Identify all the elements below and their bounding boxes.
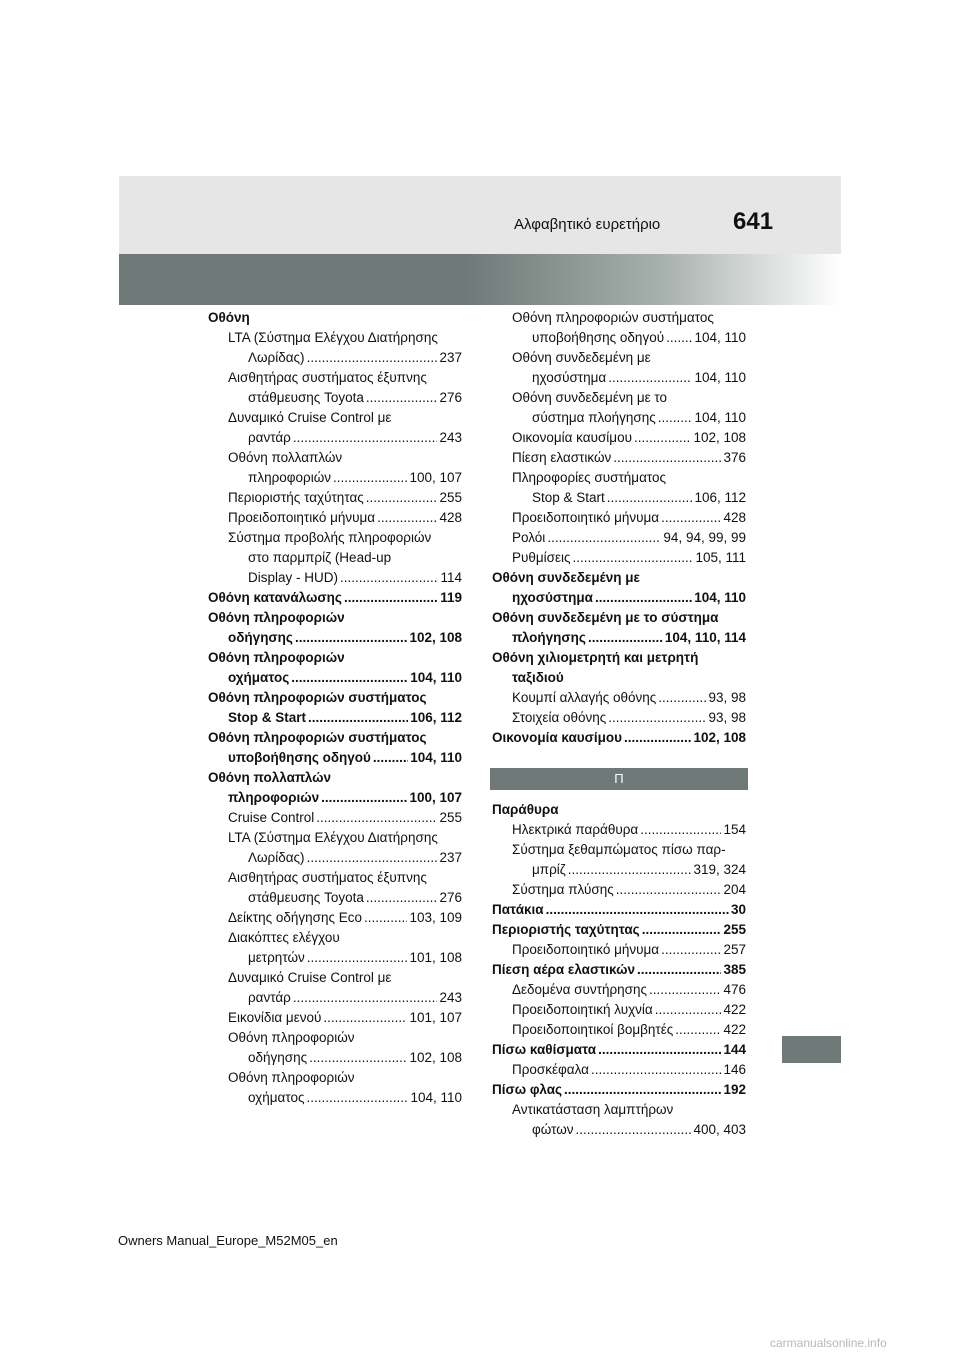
dot-leader xyxy=(564,1080,721,1100)
page-reference: 100, 107 xyxy=(409,790,462,805)
page-reference: 428 xyxy=(723,510,746,525)
dot-leader xyxy=(658,688,706,708)
dot-leader xyxy=(307,848,438,868)
index-term: πληροφοριών xyxy=(248,470,331,485)
dot-leader xyxy=(377,508,437,528)
dot-leader xyxy=(293,988,438,1008)
index-term: Πατάκια xyxy=(492,902,544,917)
index-term: Διακόπτες ελέγχου xyxy=(228,930,340,945)
page-reference: 144 xyxy=(723,1042,746,1057)
chapter-tab xyxy=(782,1036,841,1063)
index-term: οδήγησης xyxy=(248,1050,308,1065)
page-reference: 104, 110 xyxy=(410,670,462,685)
index-term: Πίσω φλας xyxy=(492,1082,563,1097)
index-entry xyxy=(492,428,746,448)
index-list-p xyxy=(492,800,746,1140)
page-reference: 106, 112 xyxy=(694,490,746,505)
page-reference: 104, 110, 114 xyxy=(664,630,746,645)
index-entry xyxy=(492,348,746,388)
page-reference: 94, 94, 99, 99 xyxy=(663,530,746,545)
index-entry xyxy=(208,1028,462,1068)
index-entry xyxy=(492,388,746,428)
index-term: στάθμευσης Toyota xyxy=(248,890,364,905)
index-term: μετρητών xyxy=(248,950,305,965)
page-reference: 105, 111 xyxy=(695,550,746,565)
page-reference: 102, 108 xyxy=(409,630,462,645)
index-entry xyxy=(208,768,462,808)
index-term: Προειδοποιητικό μήνυμα xyxy=(512,510,660,525)
index-entry xyxy=(208,508,462,528)
index-term: Δείκτης οδήγησης Eco xyxy=(228,910,363,925)
index-term: Πληροφορίες συστήματος xyxy=(512,470,667,485)
dot-leader xyxy=(655,1000,722,1020)
index-term: Οθόνη χιλιομετρητή και μετρητή xyxy=(492,650,699,665)
index-term: LTA (Σύστημα Ελέγχου Διατήρησης xyxy=(228,830,438,845)
index-term: Δεδομένα συντήρησης xyxy=(512,982,647,997)
page-reference: 104, 110 xyxy=(410,1090,462,1105)
index-entry xyxy=(492,820,746,840)
dot-leader xyxy=(607,488,693,508)
page-reference: 255 xyxy=(439,490,462,505)
index-entry xyxy=(208,408,462,448)
dot-leader xyxy=(546,900,729,920)
page-reference: 243 xyxy=(439,990,462,1005)
page-reference: 146 xyxy=(723,1062,746,1077)
index-term: Σύστημα ξεθαμπώματος πίσω παρ- xyxy=(512,842,726,857)
index-term: Display - HUD) xyxy=(248,570,339,585)
index-term: Περιοριστής ταχύτητας xyxy=(492,922,640,937)
page-reference: 93, 98 xyxy=(708,690,746,705)
index-term: Οθόνη συνδεδεμένη με το σύστημα xyxy=(492,610,719,625)
page-reference: 255 xyxy=(723,922,746,937)
index-term: στο παρμπρίζ (Head-up xyxy=(248,550,392,565)
dot-leader xyxy=(658,408,693,428)
page-reference: 102, 108 xyxy=(693,430,746,445)
index-entry xyxy=(492,1100,746,1140)
index-entry xyxy=(492,880,746,900)
dot-leader xyxy=(321,788,407,808)
dot-leader xyxy=(608,368,692,388)
index-entry xyxy=(208,448,462,488)
index-term: Πίσω καθίσματα xyxy=(492,1042,597,1057)
index-term: σύστημα πλοήγησης xyxy=(532,410,656,425)
index-term: Προσκέφαλα xyxy=(512,1062,589,1077)
dot-leader xyxy=(624,728,691,748)
index-entry xyxy=(208,928,462,968)
page-reference: 428 xyxy=(439,510,462,525)
index-entry xyxy=(208,1068,462,1108)
index-term: Κουμπί αλλαγής οθόνης xyxy=(512,690,657,705)
index-entry xyxy=(492,1000,746,1020)
page-reference: 276 xyxy=(439,890,462,905)
index-term: Προειδοποιητικοί βομβητές xyxy=(512,1022,674,1037)
index-term: Λωρίδας) xyxy=(248,850,305,865)
page-reference: 154 xyxy=(723,822,746,837)
dot-leader xyxy=(316,808,437,828)
dot-leader xyxy=(307,348,438,368)
page-reference: 204 xyxy=(723,882,746,897)
dot-leader xyxy=(588,628,663,648)
index-list-o xyxy=(492,308,746,748)
page-reference: 319, 324 xyxy=(693,862,746,877)
dot-leader xyxy=(568,860,692,880)
dot-leader xyxy=(295,628,408,648)
section-title: Αλφαβητικό ευρετήριο xyxy=(514,216,661,233)
index-column-right xyxy=(492,308,746,1140)
page-reference: 257 xyxy=(723,942,746,957)
page-reference: 100, 107 xyxy=(409,470,462,485)
page-reference: 102, 108 xyxy=(409,1050,462,1065)
index-term: Εικονίδια μενού xyxy=(228,1010,322,1025)
index-entry xyxy=(492,960,746,980)
dot-leader xyxy=(366,888,438,908)
index-term: οδήγησης xyxy=(228,630,293,645)
watermark: carmanualsonline.info xyxy=(770,1336,887,1350)
dot-leader xyxy=(591,1060,722,1080)
index-entry xyxy=(492,980,746,1000)
index-term: υποβοήθησης οδηγού xyxy=(228,750,371,765)
index-entry xyxy=(208,328,462,368)
index-term: στάθμευσης Toyota xyxy=(248,390,364,405)
index-entry xyxy=(208,808,462,828)
index-entry xyxy=(492,920,746,940)
page-reference: 104, 110 xyxy=(694,330,746,345)
dot-leader xyxy=(595,588,692,608)
index-term: Stop & Start xyxy=(228,710,307,725)
index-entry xyxy=(208,828,462,868)
page-reference: 104, 110 xyxy=(694,590,746,605)
page-reference: 237 xyxy=(439,850,462,865)
index-term: Προειδοποιητική λυχνία xyxy=(512,1002,653,1017)
index-term: Στοιχεία οθόνης xyxy=(512,710,607,725)
dot-leader xyxy=(642,920,722,940)
index-entry xyxy=(492,508,746,528)
index-entry xyxy=(492,708,746,728)
page-reference: 102, 108 xyxy=(693,730,746,745)
page-reference: 476 xyxy=(723,982,746,997)
index-term: Πίεση ελαστικών xyxy=(512,450,612,465)
page-reference: 30 xyxy=(730,902,746,917)
index-entry xyxy=(208,528,462,588)
page-reference: 101, 108 xyxy=(409,950,462,965)
index-column-left xyxy=(208,308,462,1108)
index-term: Οθόνη συνδεδεμένη με το xyxy=(512,390,668,405)
footer-manual-id: Owners Manual_Europe_M52M05_en xyxy=(118,1233,338,1248)
dot-leader xyxy=(306,1088,408,1108)
index-entry xyxy=(492,1040,746,1060)
index-term: Οθόνη xyxy=(208,310,250,325)
index-entry xyxy=(492,1020,746,1040)
dot-leader xyxy=(598,1040,721,1060)
index-term: Οθόνη πολλαπλών xyxy=(208,770,331,785)
index-entry xyxy=(208,588,462,608)
index-entry xyxy=(492,800,746,820)
dot-leader xyxy=(547,528,661,548)
dot-leader xyxy=(675,1020,721,1040)
index-term: Σύστημα προβολής πληροφοριών xyxy=(228,530,432,545)
page-reference: 93, 98 xyxy=(708,710,746,725)
index-term: Οθόνη πληροφοριών xyxy=(208,650,345,665)
index-entry xyxy=(492,1060,746,1080)
index-entry xyxy=(492,308,746,348)
index-entry xyxy=(492,468,746,508)
index-term: Αισθητήρας συστήματος έξυπνης xyxy=(228,370,427,385)
index-term: Οθόνη πληροφοριών xyxy=(228,1070,355,1085)
index-term: υποβοήθησης οδηγού xyxy=(532,330,665,345)
index-term: Οθόνη πληροφοριών συστήματος xyxy=(512,310,714,325)
page-reference: 385 xyxy=(723,962,746,977)
index-entry xyxy=(492,840,746,880)
page-reference: 114 xyxy=(440,570,462,585)
index-entry xyxy=(492,648,746,688)
page-reference: 422 xyxy=(723,1002,746,1017)
index-term: φώτων xyxy=(532,1122,574,1137)
page-reference: 104, 110 xyxy=(410,750,462,765)
index-entry xyxy=(492,548,746,568)
index-entry xyxy=(208,688,462,728)
index-entry xyxy=(208,368,462,408)
index-term: πλοήγησης xyxy=(512,630,586,645)
dot-leader xyxy=(576,1120,692,1140)
index-term: Οικονομία καυσίμου xyxy=(492,730,622,745)
index-term: Οικονομία καυσίμου xyxy=(512,430,632,445)
page-reference: 422 xyxy=(723,1022,746,1037)
index-term: Οθόνη πληροφοριών συστήματος xyxy=(208,690,427,705)
page-reference: 376 xyxy=(723,450,746,465)
page-reference: 106, 112 xyxy=(410,710,462,725)
index-term: ταξιδιού xyxy=(512,670,564,685)
index-entry xyxy=(208,488,462,508)
section-letter-header: Π xyxy=(490,768,748,790)
dot-leader xyxy=(364,908,407,928)
index-term: ραντάρ xyxy=(248,430,291,445)
dot-leader xyxy=(323,1008,407,1028)
dot-leader xyxy=(366,388,438,408)
index-term: Δυναμικό Cruise Control με xyxy=(228,410,392,425)
index-term: Οθόνη κατανάλωσης xyxy=(208,590,342,605)
index-entry xyxy=(208,308,462,328)
dot-leader xyxy=(637,960,721,980)
index-term: LTA (Σύστημα Ελέγχου Διατήρησης xyxy=(228,330,438,345)
index-term: Περιοριστής ταχύτητας xyxy=(228,490,364,505)
index-term: Προειδοποιητικό μήνυμα xyxy=(512,942,660,957)
index-term: Προειδοποιητικό μήνυμα xyxy=(228,510,376,525)
dot-leader xyxy=(340,568,438,588)
dot-leader xyxy=(293,428,438,448)
index-term: Αντικατάσταση λαμπτήρων xyxy=(512,1102,674,1117)
dot-leader xyxy=(661,508,721,528)
dot-leader xyxy=(366,488,438,508)
index-term: Παράθυρα xyxy=(492,802,559,817)
index-term: Αισθητήρας συστήματος έξυπνης xyxy=(228,870,427,885)
index-term: ραντάρ xyxy=(248,990,291,1005)
dot-leader xyxy=(373,748,408,768)
index-entry xyxy=(208,868,462,908)
dot-leader xyxy=(634,428,691,448)
page-reference: 192 xyxy=(723,1082,746,1097)
page-reference: 237 xyxy=(439,350,462,365)
index-term: οχήματος xyxy=(248,1090,305,1105)
index-term: Stop & Start xyxy=(532,490,605,505)
index-entry xyxy=(208,648,462,688)
index-term: Ηλεκτρικά παράθυρα xyxy=(512,822,639,837)
index-term: Ρολόι xyxy=(512,530,546,545)
index-entry xyxy=(208,608,462,648)
index-entry xyxy=(492,900,746,920)
dot-leader xyxy=(308,708,408,728)
dot-leader xyxy=(344,588,438,608)
dot-leader xyxy=(613,448,721,468)
index-entry xyxy=(492,688,746,708)
index-entry xyxy=(492,728,746,748)
dot-leader xyxy=(661,940,721,960)
index-term: Λωρίδας) xyxy=(248,350,305,365)
page-reference: 243 xyxy=(439,430,462,445)
index-term: ηχοσύστημα xyxy=(532,370,607,385)
page-reference: 104, 110 xyxy=(694,370,746,385)
page-reference: 276 xyxy=(439,390,462,405)
page-reference: 101, 107 xyxy=(409,1010,462,1025)
index-entry xyxy=(492,448,746,468)
dot-leader xyxy=(307,948,408,968)
index-term: Ρυθμίσεις xyxy=(512,550,571,565)
dot-leader xyxy=(640,820,721,840)
index-term: Οθόνη πληροφοριών xyxy=(228,1030,355,1045)
index-term: μπρίζ xyxy=(532,862,566,877)
index-entry xyxy=(492,568,746,608)
dot-leader xyxy=(309,1048,407,1068)
index-entry xyxy=(208,908,462,928)
page-reference: 255 xyxy=(439,810,462,825)
index-term: Cruise Control xyxy=(228,810,315,825)
index-term: Οθόνη συνδεδεμένη με xyxy=(512,350,651,365)
index-entry xyxy=(492,528,746,548)
page-number: 641 xyxy=(733,208,774,235)
dot-leader xyxy=(333,468,407,488)
index-term: Οθόνη πληροφοριών συστήματος xyxy=(208,730,427,745)
index-term: Οθόνη συνδεδεμένη με xyxy=(492,570,640,585)
index-entry xyxy=(492,608,746,648)
dot-leader xyxy=(616,880,722,900)
index-term: Σύστημα πλύσης xyxy=(512,882,614,897)
header-gradient-bar xyxy=(119,254,841,305)
index-term: Οθόνη πληροφοριών xyxy=(208,610,345,625)
index-term: οχήματος xyxy=(228,670,290,685)
page-reference: 119 xyxy=(440,590,462,605)
index-term: Δυναμικό Cruise Control με xyxy=(228,970,392,985)
page-reference: 400, 403 xyxy=(693,1122,746,1137)
index-entry xyxy=(492,940,746,960)
page-reference: 104, 110 xyxy=(694,410,746,425)
index-term: Οθόνη πολλαπλών xyxy=(228,450,343,465)
index-term: ηχοσύστημα xyxy=(512,590,593,605)
dot-leader xyxy=(649,980,721,1000)
dot-leader xyxy=(608,708,706,728)
index-entry xyxy=(208,728,462,768)
dot-leader xyxy=(291,668,408,688)
page-reference: 103, 109 xyxy=(409,910,462,925)
index-term: Πίεση αέρα ελαστικών xyxy=(492,962,635,977)
index-entry xyxy=(208,1008,462,1028)
dot-leader xyxy=(666,328,692,348)
index-entry xyxy=(208,968,462,1008)
index-entry xyxy=(492,1080,746,1100)
index-term: πληροφοριών xyxy=(228,790,320,805)
dot-leader xyxy=(573,548,694,568)
